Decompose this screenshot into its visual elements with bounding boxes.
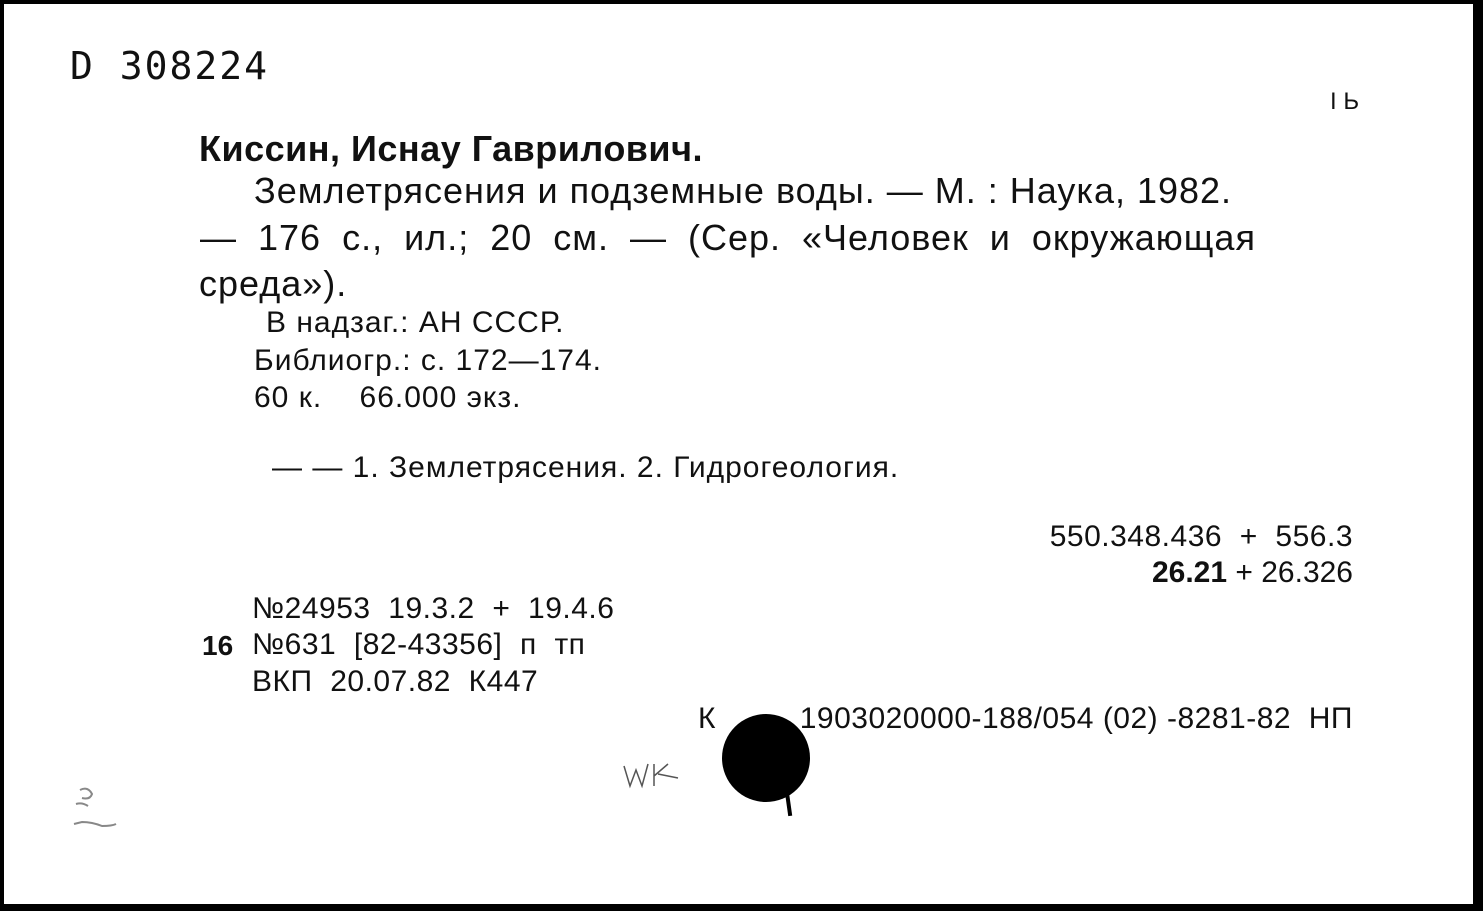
author-heading: Киссин, Иснау Гаврилович. xyxy=(199,128,703,169)
index-prefix: К xyxy=(698,702,716,735)
title-line-1: Землетрясения и подземные воды. — М. : Наука, 1982. xyxy=(254,170,1233,211)
note-bibliography: Библиогр.: с. 172—174. xyxy=(254,344,602,377)
bbk-code xyxy=(1152,556,1353,590)
registry-line-2: №631 [82-43356] п тп xyxy=(252,628,586,661)
title-line-2: — 176 с., ил.; 20 см. — (Сер. «Человек и окружающая xyxy=(200,217,1256,258)
note-price-circulation: 60 к. 66.000 экз. xyxy=(254,381,522,414)
handwritten-number: D 308224 xyxy=(70,44,270,88)
stamp-mark xyxy=(66,784,126,834)
bbk-code-rest: + 26.326 xyxy=(1227,556,1353,589)
registry-line-1: №24953 19.3.2 + 19.4.6 xyxy=(252,592,615,625)
registry-line-3: ВКП 20.07.82 К447 xyxy=(252,665,539,698)
corner-mark: I Ь xyxy=(1330,88,1360,115)
subject-headings: — — 1. Землетрясения. 2. Гидрогеология. xyxy=(272,451,900,484)
catalog-card xyxy=(4,4,1479,904)
ink-blot xyxy=(722,714,810,802)
card-edge xyxy=(1475,0,1483,911)
registry-page-number: 16 xyxy=(202,630,234,661)
note-header: В надзаг.: АН СССР. xyxy=(266,306,565,339)
bbk-code-bold: 26.21 xyxy=(1151,556,1228,589)
title-line-3: среда»). xyxy=(199,263,348,304)
publication-index: 1903020000-188/054 (02) -8281-82 НП xyxy=(799,702,1353,735)
udc-code: 550.348.436 + 556.3 xyxy=(1049,520,1353,553)
handwritten-initials-signature xyxy=(622,756,692,796)
